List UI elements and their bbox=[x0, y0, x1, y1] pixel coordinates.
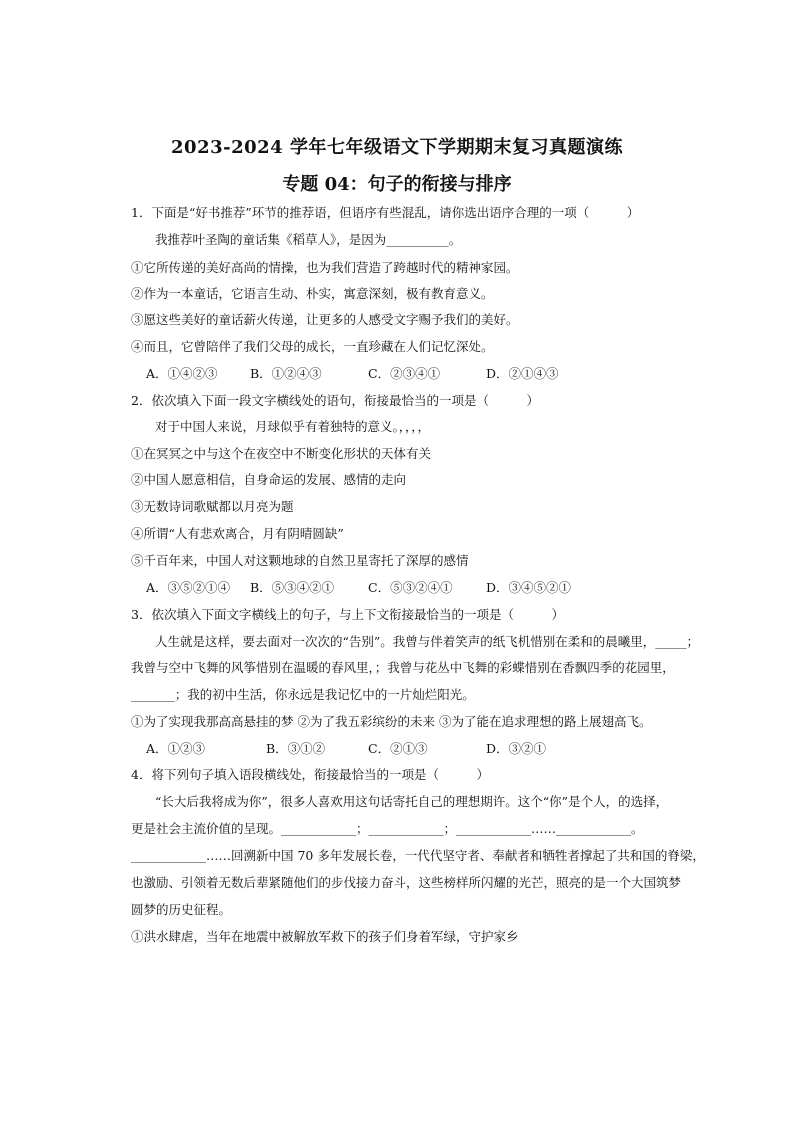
q4-passage-line-3: ____________……回溯新中国 70 多年发展长卷，一代代坚守者、奉献者和牺牲者撑起了共和国的脊梁， bbox=[131, 848, 705, 863]
q3-stem: 3．依次填入下面文字横线上的句子，与上下文衔接最恰当的一项是（ ） bbox=[131, 607, 564, 622]
q3-option-c[interactable]: C．②①③ bbox=[368, 741, 428, 756]
q3-option-a[interactable]: A．①②③ bbox=[146, 741, 206, 756]
q2-item-1: ①在冥冥之中与这个在夜空中不断变化形状的天体有关 bbox=[131, 446, 432, 461]
document-title: 2023-2024 学年七年级语文下学期期末复习真题演练 bbox=[171, 137, 623, 158]
q3-items: ①为了实现我那高高悬挂的梦 ②为了我五彩缤纷的未来 ③为了能在追求理想的路上展翅高飞。 bbox=[131, 714, 652, 729]
q3-option-d[interactable]: D．③②① bbox=[486, 741, 547, 756]
q1-item-2: ②作为一本童话，它语言生动、朴实，寓意深刻，极有教育意义。 bbox=[131, 286, 494, 301]
q4-passage-line-1: “长大后我将成为你”，很多人喜欢用这句话寄托自己的理想期许。这个“你”是个人，的选择， bbox=[155, 794, 669, 809]
q1-item-4: ④而且，它曾陪伴了我们父母的成长，一直珍藏在人们记忆深处。 bbox=[131, 339, 494, 354]
q1-option-c[interactable]: C．②③④① bbox=[368, 366, 441, 381]
document-subtitle: 专题 04：句子的衔接与排序 bbox=[282, 174, 512, 195]
q2-option-d[interactable]: D．③④⑤②① bbox=[486, 580, 572, 595]
q2-option-c[interactable]: C．⑤③②④① bbox=[368, 580, 453, 595]
q3-option-b[interactable]: B．③①② bbox=[266, 741, 326, 756]
q2-item-2: ②中国人愿意相信，自身命运的发展、感情的走向 bbox=[131, 472, 407, 487]
q1-option-b[interactable]: B．①②④③ bbox=[250, 366, 322, 381]
q2-option-a[interactable]: A．③⑤②①④ bbox=[146, 580, 231, 595]
q1-option-a[interactable]: A．①④②③ bbox=[146, 366, 218, 381]
q4-passage-line-5: 圆梦的历史征程。 bbox=[131, 902, 232, 917]
q1-intro: 我推荐叶圣陶的童话集《稻草人》，是因为__________。 bbox=[155, 232, 462, 247]
q2-item-4: ④所谓“人有悲欢离合，月有阴晴圆缺” bbox=[131, 526, 344, 541]
q4-passage-line-4: 也激励、引领着无数后辈紧随他们的步伐接力奋斗，这些榜样所闪耀的光芒，照亮的是一个大国筑梦 bbox=[131, 875, 682, 890]
q2-intro: 对于中国人来说，月球似乎有着独特的意义。，，，， bbox=[155, 419, 431, 434]
q3-passage-line-1: 人生就是这样，要去面对一次次的“告别”。我曾与伴着笑声的纸飞机惜别在柔和的晨曦里，_____； bbox=[155, 634, 700, 649]
q2-item-3: ③无数诗词歌赋都以月亮为题 bbox=[131, 499, 294, 514]
q4-item-1: ①洪水肆虐，当年在地震中被解放军救下的孩子们身着军绿，守护家乡 bbox=[131, 929, 519, 944]
q1-option-d[interactable]: D．②①④③ bbox=[486, 366, 559, 381]
q4-passage-line-2: 更是社会主流价值的呈现。____________；____________；____________……____________。 bbox=[131, 821, 644, 836]
q2-item-5: ⑤千百年来，中国人对这颗地球的自然卫星寄托了深厚的感情 bbox=[131, 553, 469, 568]
q1-item-1: ①它所传递的美好高尚的情操，也为我们营造了跨越时代的精神家园。 bbox=[131, 260, 519, 275]
q1-stem: 1．下面是“好书推荐”环节的推荐语，但语序有些混乱，请你选出语序合理的一项（ ） bbox=[131, 205, 640, 220]
q3-passage-line-3: _______；我的初中生活，你永远是我记忆中的一片灿烂阳光。 bbox=[131, 687, 475, 702]
q2-stem: 2．依次填入下面一段文字横线处的语句，衔接最恰当的一项是（ ） bbox=[131, 393, 539, 408]
q3-passage-line-2: 我曾与空中飞舞的风筝惜别在温暖的春风里，；我曾与花丛中飞舞的彩蝶惜别在香飘四季的花园里， bbox=[131, 660, 675, 675]
q4-stem: 4．将下列句子填入语段横线处，衔接最恰当的一项是（ ） bbox=[131, 767, 489, 782]
q2-option-b[interactable]: B．⑤③④②① bbox=[250, 580, 335, 595]
q1-item-3: ③愿这些美好的童话薪火传递，让更多的人感受文字赐予我们的美好。 bbox=[131, 312, 519, 327]
